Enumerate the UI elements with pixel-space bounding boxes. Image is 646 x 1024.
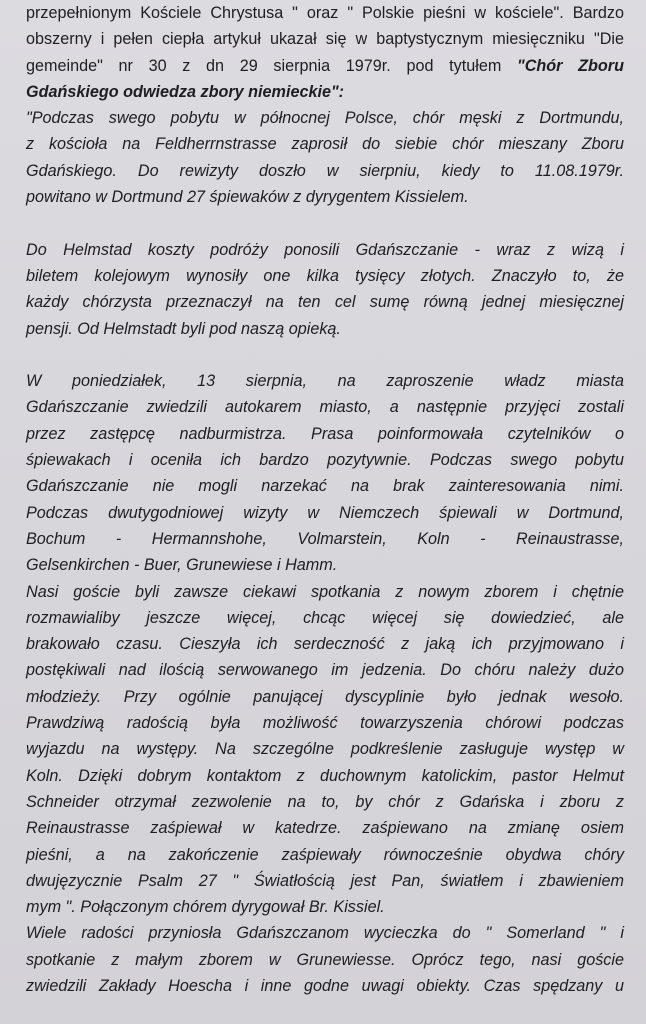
quote-line: Koln. Dzięki dobrym kontaktom z duchownym katolickim, pastor Helmut: [26, 766, 624, 785]
quote-line: postękiwali nad ilością serwowanego im jedzenia. Do chóru należy dużo: [26, 661, 624, 680]
text-line: przepełnionym Kościele Chrystusa " oraz " Polskie pieśni w kościele". Bardzo: [26, 4, 624, 22]
text-fragment: gemeinde" nr 30 z dn 29 sierpnia 1979r. pod tytułem: [26, 56, 518, 75]
paragraph-5: [26, 920, 624, 999]
quote-line: Gdańszczanie zwiedzili autokarem miasto, a następnie przyjęci zostali: [26, 398, 624, 417]
quote-line: Gdańszczanie nie mogli narzekać na brak zainteresowania nimi.: [26, 477, 624, 496]
quote-line: Gdańskiego. Do rewizyty doszło w sierpniu, kiedy to 11.08.1979r.: [26, 161, 624, 180]
quote-line: z kościoła na Feldherrnstrasse zaprosił do siebie chór mieszany Zboru: [26, 135, 624, 154]
paragraph-gap: [26, 210, 624, 236]
quote-line: powitano w Dortmund 27 śpiewaków z dyrygentem Kissielem.: [26, 188, 469, 207]
quote-line: pensji. Od Helmstadt byli pod naszą opieką.: [26, 319, 341, 338]
paragraph-4: [26, 579, 624, 921]
paragraph-1: [26, 0, 624, 210]
quote-line: Schneider otrzymał zezwolenie na to, by chór z Gdańska i zboru z: [26, 792, 624, 811]
quote-line: Prawdziwą radością była możliwość towarzyszenia chórowi podczas: [26, 714, 624, 733]
quote-line: Nasi goście byli zawsze ciekawi spotkania z nowym zborem i chętnie: [26, 582, 624, 601]
quote-line: W poniedziałek, 13 sierpnia, na zaproszenie władz miasta: [26, 372, 624, 391]
paragraph-gap: [26, 342, 624, 368]
quote-line: Podczas dwutygodniowej wizyty w Niemczech śpiewali w Dortmund,: [26, 503, 624, 522]
quote-line: biletem kolejowym wynosiły one kilka tysięcy złotych. Znaczyło to, że: [26, 266, 624, 285]
quote-line: mym ". Połączonym chórem dyrygował Br. Kissiel.: [26, 898, 385, 917]
text-line: obszerny i pełen ciepła artykuł ukazał się w baptystycznym miesięczniku "Die: [26, 30, 624, 49]
quote-line: przez zastępcę nadburmistrza. Prasa poinformowała czytelników o: [26, 424, 624, 443]
quote-line: pieśni, a na zakończenie zaśpiewały równocześnie obydwa chóry: [26, 845, 624, 864]
quote-line: Gelsenkirchen - Buer, Grunewiese i Hamm.: [26, 556, 338, 575]
article-title-end: Gdańskiego odwiedza zbory niemieckie":: [26, 82, 345, 101]
quote-line: rozmawialiby jeszcze więcej, chcąc więcej się dowiedzieć, ale: [26, 608, 624, 627]
quote-line: Wiele radości przyniosła Gdańszczanom wycieczka do " Somerland " i: [26, 924, 624, 943]
quote-line: dwujęzycznie Psalm 27 " Światłością jest Pan, światłem i zbawieniem: [26, 871, 624, 890]
quote-line: spotkanie z małym zborem w Grunewiesse. Oprócz tego, nasi goście: [26, 950, 624, 969]
quote-line: każdy chórzysta przeznaczył na ten cel sumę równą jednej miesięcznej: [26, 293, 624, 312]
quote-line: wyjazdu na występy. Na szczególne podkreślenie zasługuje występ w: [26, 740, 624, 759]
quote-line: śpiewakach i oceniła ich bardzo pozytywnie. Podczas swego pobytu: [26, 451, 624, 470]
quote-line: młodzieży. Przy ogólnie panującej dyscyplinie było jednak wesoło.: [26, 687, 624, 706]
quote-line: Do Helmstad koszty podróży ponosili Gdańszczanie - wraz z wizą i: [26, 240, 624, 259]
article-title-start: "Chór Zboru: [517, 56, 624, 75]
quote-line: zwiedzili Zakłady Hoescha i inne godne uwagi obiekty. Czas spędzany u: [26, 976, 624, 995]
quote-line: "Podczas swego pobytu w północnej Polsce, chór męski z Dortmundu,: [26, 109, 624, 128]
quote-line: brakowało czasu. Cieszyła ich serdeczność z jaką ich przyjmowano i: [26, 635, 624, 654]
document-text: [26, 0, 624, 999]
paragraph-3: [26, 368, 624, 578]
quote-line: Reinaustrasse zaśpiewał w katedrze. zaśpiewano na zmianę osiem: [26, 819, 624, 838]
text-line: [26, 53, 624, 79]
paragraph-2: [26, 237, 624, 342]
quote-line: Bochum - Hermannshohe, Volmarstein, Koln - Reinaustrasse,: [26, 529, 624, 548]
